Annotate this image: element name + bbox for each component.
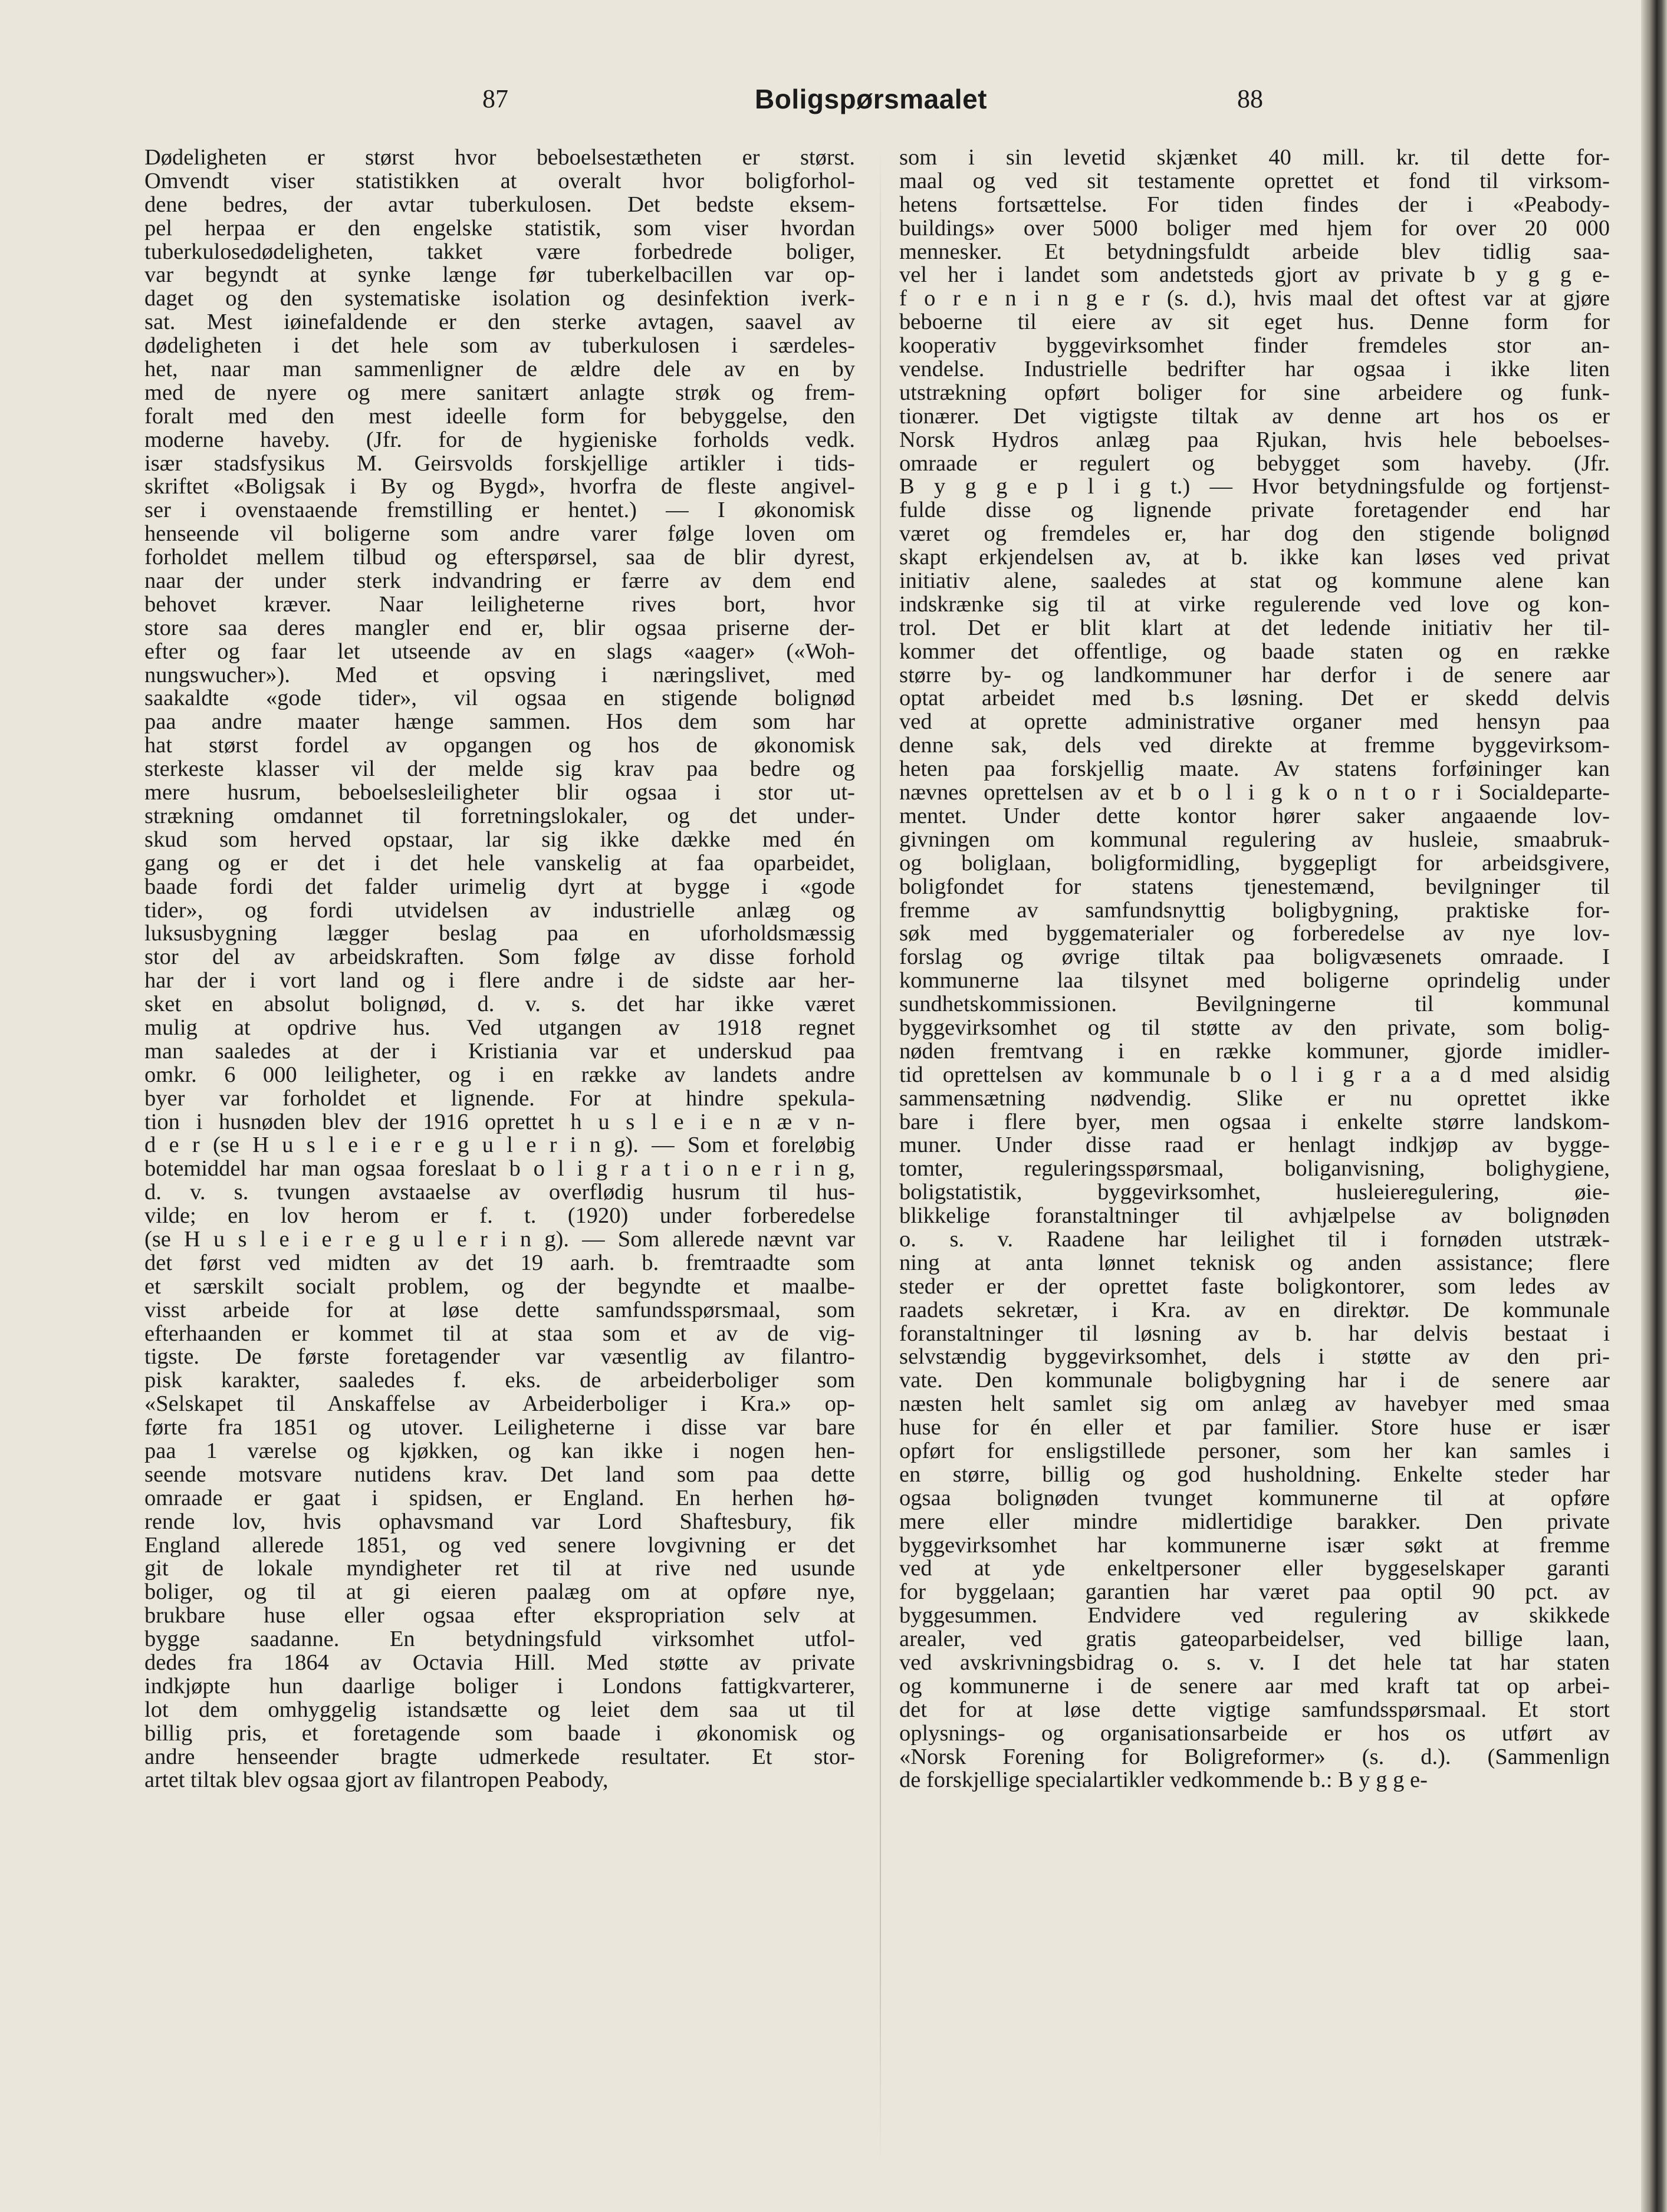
text-line: indkjøpte hun daarlige boliger i Londons fattigkvarterer, (144, 1673, 855, 1698)
text-line: som i sin levetid skjænket 40 mill. kr. til dette for- (899, 145, 1610, 170)
text-line: omkr. 6 000 leiligheter, og i en række av landets andre (144, 1062, 855, 1087)
text-line: kommer det offentlige, og baade staten og en række (899, 638, 1610, 664)
text-line: tuberkulosedødeligheten, takket være forbedrede boliger, (144, 239, 855, 264)
right-text-column (899, 146, 1610, 1792)
text-line: mennesker. Et betydningsfuldt arbeide blev tidlig saa- (899, 239, 1610, 264)
text-line: foralt med den mest ideelle form for bebyggelse, den (144, 403, 855, 429)
text-line: England allerede 1851, og ved senere lovgivning er det (144, 1532, 855, 1558)
text-line: nungswucher»). Med et opsving i næringslivet, med (144, 662, 855, 687)
text-line: rende lov, hvis ophavsmand var Lord Shaftesbury, fik (144, 1509, 855, 1534)
text-line: stor del av arbeidskraften. Som følge av disse forhold (144, 944, 855, 970)
text-line: næsten helt samlet sig om anlæg av havebyer med smaa (899, 1391, 1610, 1417)
text-line: skriftet «Boligsak i By og Bygd», hvorfra de fleste angivel- (144, 474, 855, 499)
text-line: boligfondet for statens tjenestemænd, bevilgninger til (899, 874, 1610, 899)
text-line: mere husrum, beboelsesleiligheter blir ogsaa i stor ut- (144, 780, 855, 805)
text-line: de forskjellige specialartikler vedkommende b.: B y g g e- (899, 1767, 1428, 1793)
text-line: en større, billig og god husholdning. Enkelte steder har (899, 1462, 1610, 1487)
text-line: større by- og landkommuner har derfor i de senere aar (899, 662, 1610, 687)
text-line: dene bedres, der avtar tuberkulosen. Det bedste eksem- (144, 192, 855, 217)
text-line: byggesummen. Endvidere ved regulering av skikkede (899, 1603, 1610, 1628)
text-line: Norsk Hydros anlæg paa Rjukan, hvis hele beboelses- (899, 427, 1610, 452)
text-line: omraade er regulert og bebygget som haveby. (Jfr. (899, 450, 1610, 476)
text-line: henseende vil boligerne som andre varer følge loven om (144, 521, 855, 547)
text-line: git de lokale myndigheter ret til at rive ned usunde (144, 1556, 855, 1581)
text-line: skapt erkjendelsen av, at b. ikke kan løses ved privat (899, 545, 1610, 570)
text-line: naar der under sterk indvandring er færre av dem end (144, 568, 855, 594)
text-line: o. s. v. Raadene har leilighet til i fornøden utstræk- (899, 1226, 1610, 1252)
text-line: dedes fra 1864 av Octavia Hill. Med støtte av private (144, 1650, 855, 1675)
right-page-number: 88 (1237, 84, 1263, 113)
text-line: tion i husnøden blev der 1916 oprettet h u s l e i e n æ v n- (144, 1109, 855, 1134)
text-line: maal og ved sit testamente oprettet et fond til virksom- (899, 168, 1610, 193)
text-line: var begyndt at synke længe før tuberkelbacillen var op- (144, 262, 855, 288)
left-text-column (144, 146, 855, 1792)
text-line: baade fordi det falder urimelig dyrt at bygge i «gode (144, 874, 855, 899)
text-line: fulde disse og lignende private foretagender end har (899, 498, 1610, 523)
text-line: andre henseender bragte udmerkede resultater. Et stor- (144, 1744, 855, 1769)
text-line: fremme av samfundsnyttig boligbygning, praktiske for- (899, 897, 1610, 923)
text-line: og kommunerne i de senere aar med kraft tat op arbei- (899, 1673, 1610, 1698)
left-page-number: 87 (482, 84, 508, 113)
text-line: opført for ensligstillede personer, som her kan samles i (899, 1438, 1610, 1463)
text-line: forholdet mellem tilbud og efterspørsel, saa de blir dyrest, (144, 545, 855, 570)
text-line: optat arbeidet med b.s løsning. Det er skedd delvis (899, 686, 1610, 711)
text-line: utstrækning opført boliger for sine arbeidere og funk- (899, 380, 1610, 405)
text-line: selvstændig byggevirksomhet, dels i støtte av den pri- (899, 1344, 1610, 1370)
text-line: foranstaltninger til løsning av b. har delvis bestaat i (899, 1321, 1610, 1346)
text-line: ved at oprette administrative organer med hensyn paa (899, 709, 1610, 735)
text-line: man saaledes at der i Kristiania var et underskud paa (144, 1038, 855, 1064)
text-line: bare i flere byer, men ogsaa i enkelte større landskom- (899, 1109, 1610, 1134)
text-line: Dødeligheten er størst hvor beboelsestætheten er størst. (144, 145, 855, 170)
text-line: «Norsk Forening for Boligreformer» (s. d.). (Sammenlign (899, 1744, 1610, 1769)
text-line: sket en absolut bolignød, d. v. s. det har ikke været (144, 992, 855, 1017)
text-line: hat størst fordel av opgangen og hos de økonomisk (144, 733, 855, 758)
text-line: tionærer. Det vigtigste tiltak av denne art hos os er (899, 403, 1610, 429)
text-line: ved at yde enkeltpersoner eller byggeselskaper garanti (899, 1556, 1610, 1581)
text-line: vendelse. Industrielle bedrifter har ogsaa i ikke liten (899, 357, 1610, 382)
text-line: vate. Den kommunale boligbygning har i de senere aar (899, 1368, 1610, 1393)
running-title: Boligspørsmaalet (755, 84, 987, 114)
text-line: det for at løse dette vigtige samfundsspørsmaal. Et stort (899, 1697, 1610, 1722)
text-line: het, naar man sammenligner de ældre dele av en by (144, 357, 855, 382)
text-line: B y g g e p l i g t.) — Hvor betydningsfulde og fortjenst- (899, 474, 1610, 499)
text-line: sundhetskommissionen. Bevilgningerne til kommunal (899, 992, 1610, 1017)
column-divider (880, 146, 881, 2168)
text-line: det først ved midten av det 19 aarh. b. fremtraadte som (144, 1250, 855, 1275)
text-line: gang og er det i det hele vanskelig at faa oparbeidet, (144, 850, 855, 875)
text-line: indskrænke sig til at virke regulerende ved love og kon- (899, 591, 1610, 617)
text-line: buildings» over 5000 boliger med hjem for over 20 000 (899, 215, 1610, 241)
text-line: store saa deres mangler end er, blir ogsaa priserne der- (144, 615, 855, 640)
page-edge-binding (1641, 0, 1667, 2212)
text-line: blikkelige foranstaltninger til avhjælpelse av bolignøden (899, 1203, 1610, 1229)
text-line: mulig at opdrive hus. Ved utgangen av 1918 regnet (144, 1015, 855, 1040)
text-line: med de nyere og mere sanitært anlagte strøk og frem- (144, 380, 855, 405)
text-line: omraade er gaat i spidsen, er England. En herhen hø- (144, 1485, 855, 1510)
text-line: byggevirksomhet og til støtte av den private, som bolig- (899, 1015, 1610, 1040)
text-line: vilde; en lov herom er f. t. (1920) under forberedelse (144, 1203, 855, 1229)
text-line: visst arbeide for at løse dette samfundsspørsmaal, som (144, 1297, 855, 1322)
text-line: efterhaanden er kommet til at staa som et av de vig- (144, 1321, 855, 1346)
text-line: d e r (se H u s l e i e r e g u l e r i n g). — Som et foreløbig (144, 1133, 855, 1158)
text-line: nøden fremtvang i en række kommuner, gjorde imidler- (899, 1038, 1610, 1064)
text-line: vel her i landet som andetsteds gjort av private b y g g e- (899, 262, 1610, 288)
text-line: steder er der oprettet faste boligkontorer, som ledes av (899, 1273, 1610, 1299)
text-line: hetens fortsættelse. For tiden findes der i «Peabody- (899, 192, 1610, 217)
text-line: huse for én eller et par familier. Store huse er især (899, 1415, 1610, 1440)
text-line: artet tiltak blev ogsaa gjort av filantropen Peabody, (144, 1767, 609, 1793)
text-line: moderne haveby. (Jfr. for de hygieniske forholds vedk. (144, 427, 855, 452)
text-line: initiativ alene, saaledes at stat og kommune alene kan (899, 568, 1610, 594)
text-line: f o r e n i n g e r (s. d.), hvis maal det oftest var at gjøre (899, 286, 1610, 311)
text-line: arealer, ved gratis gateoparbeidelser, ved billige laan, (899, 1627, 1610, 1652)
text-line: forslag og øvrige tiltak paa boligvæsenets omraade. I (899, 944, 1610, 970)
text-line: et særskilt socialt problem, og der begyndte et maalbe- (144, 1273, 855, 1299)
text-line: ser i ovenstaaende fremstilling er hentet.) — I økonomisk (144, 498, 855, 523)
text-line: heten paa forskjellig maate. Av statens forføininger kan (899, 756, 1610, 782)
text-line: byggevirksomhet har kommunerne især søkt at fremme (899, 1532, 1610, 1558)
text-line: billig pris, et foretagende som baade i økonomisk og (144, 1720, 855, 1746)
text-line: raadets sekretær, i Kra. av en direktør. De kommunale (899, 1297, 1610, 1322)
text-line: skud som herved opstaar, lar sig ikke dække med én (144, 827, 855, 852)
text-line: tomter, reguleringsspørsmaal, boliganvisning, bolighygiene, (899, 1156, 1610, 1181)
text-line: oplysnings- og organisationsarbeide er hos os utført av (899, 1720, 1610, 1746)
text-line: trol. Det er blit klart at det ledende initiativ her til- (899, 615, 1610, 640)
text-line: «Selskapet til Anskaffelse av Arbeiderboliger i Kra.» op- (144, 1391, 855, 1417)
text-line: bygge saadanne. En betydningsfuld virksomhet utfol- (144, 1627, 855, 1652)
text-line: ogsaa bolignøden tvunget kommunerne til at opføre (899, 1485, 1610, 1510)
text-line: og boliglaan, boligformidling, byggepligt for arbeidsgivere, (899, 850, 1610, 875)
text-line: har der i vort land og i flere andre i de sidste aar her- (144, 968, 855, 993)
text-line: paa 1 værelse og kjøkken, og kan ikke i nogen hen- (144, 1438, 855, 1463)
text-line: ved avskrivningsbidrag o. s. v. I det hele tat har staten (899, 1650, 1610, 1675)
text-line: dødeligheten i det hele som av tuberkulosen i særdeles- (144, 333, 855, 358)
text-line: sat. Mest iøinefaldende er den sterke avtagen, saavel av (144, 310, 855, 335)
text-line: luksusbygning lægger beslag paa en uforholdsmæssig (144, 921, 855, 946)
text-line: saakaldte «gode tider», vil ogsaa en stigende bolignød (144, 686, 855, 711)
text-line: seende motsvare nutidens krav. Det land som paa dette (144, 1462, 855, 1487)
text-line: kooperativ byggevirksomhet finder fremdeles stor an- (899, 333, 1610, 358)
text-line: tigste. De første foretagender var væsentlig av filantro- (144, 1344, 855, 1370)
text-line: paa andre maater hænge sammen. Hos dem som har (144, 709, 855, 735)
text-line: behovet kræver. Naar leiligheterne rives bort, hvor (144, 591, 855, 617)
text-line: boliger, og til at gi eieren paalæg om at opføre nye, (144, 1579, 855, 1605)
text-line: denne sak, dels ved direkte at fremme byggevirksom- (899, 733, 1610, 758)
text-line: efter og faar let utseende av en slags «aager» («Woh- (144, 638, 855, 664)
text-line: tid oprettelsen av kommunale b o l i g r a a d med alsidig (899, 1062, 1610, 1087)
text-line: tider», og fordi utvidelsen av industrielle anlæg og (144, 897, 855, 923)
text-line: (se H u s l e i e r e g u l e r i n g). — Som allerede nævnt var (144, 1226, 855, 1252)
text-line: brukbare huse eller ogsaa efter ekspropriation selv at (144, 1603, 855, 1628)
text-line: botemiddel har man ogsaa foreslaat b o l i g r a t i o n e r i n g, (144, 1156, 855, 1181)
text-line: sterkeste klasser vil der melde sig krav paa bedre og (144, 756, 855, 782)
text-line: søk med byggematerialer og forberedelse av nye lov- (899, 921, 1610, 946)
text-line: pisk karakter, saaledes f. eks. de arbeiderboliger som (144, 1368, 855, 1393)
text-line: førte fra 1851 og utover. Leiligheterne i disse var bare (144, 1415, 855, 1440)
text-line: lot dem omhyggelig istandsætte og leiet dem saa ut til (144, 1697, 855, 1722)
text-line: mere eller mindre midlertidige barakker. Den private (899, 1509, 1610, 1534)
text-line: pel herpaa er den engelske statistik, som viser hvordan (144, 215, 855, 241)
text-line: d. v. s. tvungen avstaaelse av overflødig husrum til hus- (144, 1180, 855, 1205)
text-line: været og fremdeles er, har dog den stigende bolignød (899, 521, 1610, 547)
text-line: boligstatistik, byggevirksomhet, husleieregulering, øie- (899, 1180, 1610, 1205)
text-line: Omvendt viser statistikken at overalt hvor boligforhol- (144, 168, 855, 193)
text-line: for byggelaan; garantien har været paa optil 90 pct. av (899, 1579, 1610, 1605)
text-line: især stadsfysikus M. Geirsvolds forskjellige artikler i tids- (144, 450, 855, 476)
text-line: strækning omdannet til forretningslokaler, og det under- (144, 803, 855, 828)
text-line: ning at anta lønnet teknisk og anden assistance; flere (899, 1250, 1610, 1275)
text-line: daget og den systematiske isolation og desinfektion iverk- (144, 286, 855, 311)
text-line: nævnes oprettelsen av et b o l i g k o n t o r i Socialdeparte- (899, 780, 1610, 805)
text-line: muner. Under disse raad er henlagt indkjøp av bygge- (899, 1133, 1610, 1158)
text-line: mentet. Under dette kontor hører saker angaaende lov- (899, 803, 1610, 828)
text-line: kommunerne laa tilsynet med boligerne oprindelig under (899, 968, 1610, 993)
running-header (0, 81, 1639, 117)
text-line: byer var forholdet et lignende. For at hindre spekula- (144, 1085, 855, 1111)
text-line: sammensætning nødvendig. Slike er nu oprettet ikke (899, 1085, 1610, 1111)
text-line: beboerne til eiere av sit eget hus. Denne form for (899, 310, 1610, 335)
text-line: givningen om kommunal regulering av husleie, smaabruk- (899, 827, 1610, 852)
